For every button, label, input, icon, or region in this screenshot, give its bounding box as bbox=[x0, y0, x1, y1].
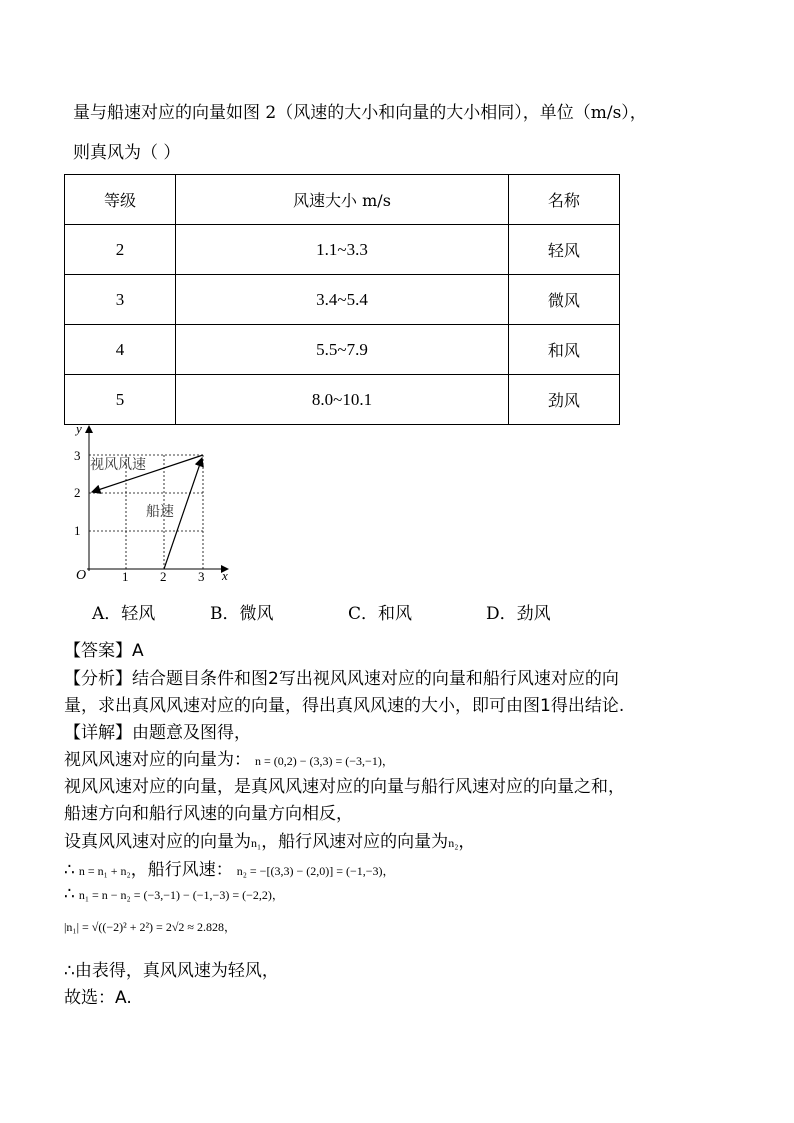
origin-label: O bbox=[76, 568, 87, 583]
question-line-1: 量与船速对应的向量如图 2（风速的大小和向量的大小相同），单位（m/s）， bbox=[73, 103, 647, 123]
y-tick-label: 3 bbox=[74, 448, 81, 463]
formula: n₂ bbox=[448, 836, 459, 850]
detail-text: 视风风速对应的向量为： bbox=[64, 750, 251, 770]
table-cell: 和风 bbox=[508, 325, 619, 375]
y-tick-label: 1 bbox=[74, 523, 81, 538]
table-cell: 5.5~7.9 bbox=[176, 325, 509, 375]
formula: n₁ = n − n₂ = (−3,−1) − (−1,−3) = (−2,2)， bbox=[78, 888, 284, 902]
detail-line-7 bbox=[64, 884, 284, 904]
detail-text: ， bbox=[458, 832, 476, 852]
apparent-wind-label: 视风风速 bbox=[90, 457, 146, 473]
option-c: C．和风 bbox=[348, 604, 413, 624]
detail-line-2 bbox=[64, 745, 394, 770]
y-axis-label: y bbox=[76, 421, 82, 436]
therefore-symbol: ∴ bbox=[64, 884, 75, 904]
y-tick-label: 2 bbox=[74, 485, 81, 500]
formula: |n₁| = √((−2)² + 2²) = 2√2 ≈ 2.828， bbox=[64, 920, 236, 934]
detail-line-9: ∴由表得，真风风速为轻风， bbox=[64, 961, 279, 981]
detail-text: ，船行风速对应的向量为 bbox=[261, 832, 449, 852]
formula: n = n₁ + n₂ bbox=[78, 864, 131, 878]
detail-line-8 bbox=[64, 916, 236, 936]
detail-line-10: 故选：A. bbox=[64, 988, 132, 1008]
analysis-line-1: 【分析】结合题目条件和图2写出视风风速对应的向量和船行风速对应的向 bbox=[64, 669, 619, 689]
table-row bbox=[65, 375, 620, 425]
option-b: B．微风 bbox=[210, 604, 274, 624]
therefore-symbol: ∴ bbox=[64, 860, 75, 880]
detail-line-1: 【详解】由题意及图得， bbox=[64, 723, 251, 743]
ship-speed-label: 船速 bbox=[146, 504, 174, 520]
table-header-speed: 风速大小 m/s bbox=[176, 175, 509, 225]
table-cell: 4 bbox=[65, 325, 176, 375]
table-cell: 8.0~10.1 bbox=[176, 375, 509, 425]
formula: n₂ = −[(3,3) − (2,0)] = (−1,−3)， bbox=[236, 864, 395, 878]
x-axis-label: x bbox=[222, 568, 228, 583]
x-tick-label: 2 bbox=[160, 569, 167, 584]
table-cell: 2 bbox=[65, 225, 176, 275]
detail-text: ，船行风速： bbox=[130, 860, 233, 880]
table-row bbox=[65, 325, 620, 375]
table-cell: 1.1~3.3 bbox=[176, 225, 509, 275]
table-cell: 微风 bbox=[508, 275, 619, 325]
x-tick-label: 3 bbox=[198, 569, 205, 584]
vector-figure bbox=[66, 420, 246, 586]
detail-line-6 bbox=[64, 855, 395, 880]
table-cell: 轻风 bbox=[508, 225, 619, 275]
analysis-line-2: 量，求出真风风速对应的向量，得出真风风速的大小，即可由图1得出结论. bbox=[64, 696, 625, 716]
option-a: A．轻风 bbox=[92, 604, 156, 624]
answer-line: 【答案】A bbox=[64, 641, 144, 661]
detail-line-4: 船速方向和船行风速的向量方向相反， bbox=[64, 804, 353, 824]
table-header-name: 名称 bbox=[508, 175, 619, 225]
option-d: D．劲风 bbox=[486, 604, 551, 624]
table-cell: 劲风 bbox=[508, 375, 619, 425]
table-row bbox=[65, 225, 620, 275]
detail-text: 设真风风速对应的向量为 bbox=[64, 832, 251, 852]
table-header-grade: 等级 bbox=[65, 175, 176, 225]
detail-line-5 bbox=[64, 827, 475, 852]
wind-table bbox=[64, 174, 620, 425]
detail-line-3: 视风风速对应的向量，是真风风速对应的向量与船行风速对应的向量之和， bbox=[64, 777, 625, 797]
table-row bbox=[65, 275, 620, 325]
x-tick-label: 1 bbox=[122, 569, 129, 584]
table-cell: 3 bbox=[65, 275, 176, 325]
formula: n = (0,2) − (3,3) = (−3,−1)， bbox=[255, 754, 394, 768]
question-line-2: 则真风为（ ） bbox=[73, 143, 181, 163]
table-cell: 5 bbox=[65, 375, 176, 425]
table-header-row bbox=[65, 175, 620, 225]
formula: n₁ bbox=[251, 836, 262, 850]
table-cell: 3.4~5.4 bbox=[176, 275, 509, 325]
